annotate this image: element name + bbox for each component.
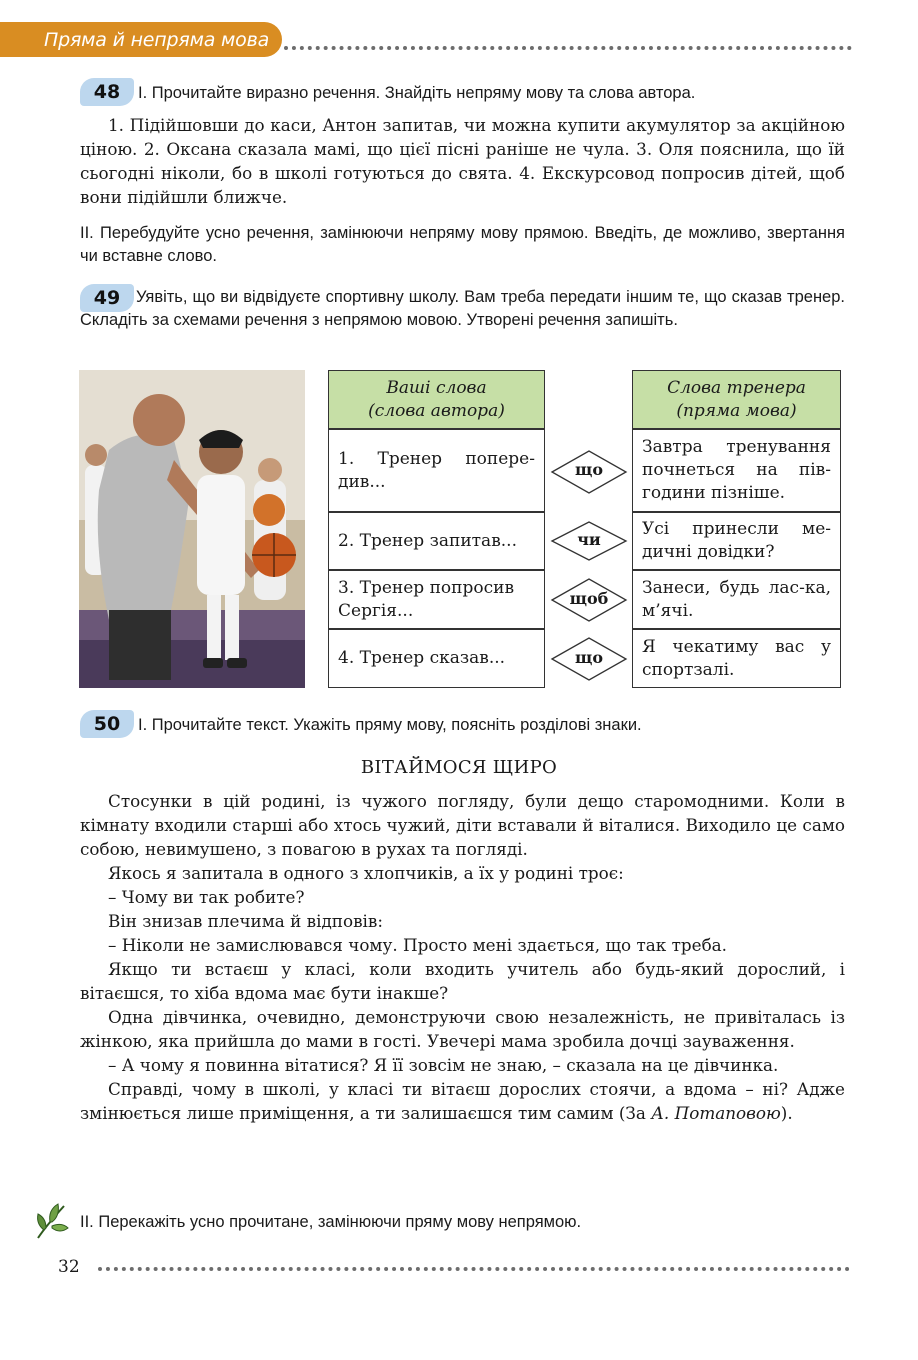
story-paragraph-text: Справді, чому в школі, у класі ти вітаєш дорослих стоячи, а вдома – ні? Адже змінюється лише приміщення, а ти залишаєшся тим самим (За — [80, 1079, 845, 1123]
leaf-icon — [34, 1200, 70, 1246]
story-text — [80, 789, 845, 1125]
story-paragraph: Одна дівчинка, очевидно, демонструючи свою незалежність, не привіталась із жінкою, яка прийшла до мами в гості. Увечері мама зробила дочці зауваження. — [80, 1007, 845, 1051]
direct-speech: Я чекатиму вас у спортзалі. — [642, 636, 831, 680]
direct-speech: Усі принесли ме-дичні довідки? — [642, 519, 831, 562]
exercise-48-task-2: II. Перебудуйте усно речення, замінюючи непряму мову прямою. Введіть, де можливо, звертання чи вставне слово. — [80, 224, 845, 265]
author-words: 2. Тренер запитав... — [338, 530, 517, 551]
table-row-speech-cell — [632, 629, 841, 688]
header-line: Слова тренера — [667, 377, 806, 398]
story-paragraph: – Чому ви так робите? — [108, 887, 305, 907]
story-paragraph: Якось я запитала в одного з хлопчиків, а їх у родині троє: — [108, 863, 624, 883]
photo-illustration — [79, 370, 305, 688]
table-row-author-cell — [328, 429, 545, 512]
exercise-50-task-2: II. Перекажіть усно прочитане, замінюючи пряму мову непрямою. — [80, 1213, 582, 1231]
chapter-title: Пряма й непряма мова — [44, 29, 270, 51]
table-row-speech-cell — [632, 429, 841, 512]
story-paragraph: Він знизав плечима й відповів: — [108, 911, 383, 931]
conjunction-label: що — [575, 460, 603, 479]
author-words: 4. Тренер сказав... — [338, 648, 506, 668]
exercise-50-task-1: I. Прочитайте текст. Укажіть пряму мову, поясніть розділові знаки. — [138, 716, 642, 734]
table-row-speech-cell — [632, 512, 841, 570]
conjunction-label: що — [575, 648, 603, 667]
exercise-number-badge: 48 — [80, 78, 134, 106]
exercise-48-sentences-text: 1. Підійшовши до каси, Антон запитав, чи можна купити акумулятор за акційною ціною. 2. Оксана сказала мамі, що цієї пісні раніше не чула. 3. Оля пояснила, що їй сьогодні ніколи, бо в школі готуються до свята. 4. Екскурсовод попросив дітей, щоб вони підійшли ближче. — [80, 115, 845, 207]
table-header-direct-speech — [632, 370, 841, 429]
page-number: 32 — [58, 1257, 80, 1277]
story-title: ВІТАЙМОСЯ ЩИРО — [360, 757, 558, 778]
table-row-author-cell — [328, 512, 545, 570]
story-paragraph: Стосунки в цій родині, із чужого погляду, були дещо старомодними. Коли в кімнату входили старші або хтось чужий, діти вставали й віталися. Виходило це само собою, невимушено, з повагою в рухах та погляді. — [80, 791, 845, 859]
table-header-author-words — [328, 370, 545, 429]
table-row-author-cell — [328, 629, 545, 688]
table-row-author-cell — [328, 570, 545, 629]
story-paragraph-final — [80, 1077, 845, 1125]
direct-speech: Завтра тренування почнеться на пів-години пізніше. — [642, 437, 831, 503]
story-paragraph: – Ніколи не замислювався чому. Просто мені здається, що так треба. — [108, 935, 728, 955]
header-line: (слова автора) — [368, 400, 505, 421]
story-author-tail: ). — [780, 1103, 793, 1123]
story-author: А. Потаповою — [651, 1103, 781, 1123]
footer-dotted-line — [98, 1267, 850, 1271]
story-paragraph: Якщо ти встаєш у класі, коли входить учитель або будь-який дорослий, і вітаєшся, то хіба вдома має бути інакше? — [80, 959, 845, 1003]
header-line: (пряма мова) — [676, 400, 797, 421]
author-words: 3. Тренер попросив Сергія... — [338, 577, 515, 621]
exercise-48-task-1: I. Прочитайте виразно речення. Знайдіть непряму мову та слова автора. — [138, 84, 696, 102]
direct-speech: Занеси, будь лас-ка, м’ячі. — [642, 577, 831, 621]
author-words: 1. Тренер попере-див... — [338, 448, 535, 492]
exercise-number-badge: 49 — [80, 284, 134, 312]
exercise-48-sentences — [80, 113, 845, 209]
leaf-icon-svg — [34, 1200, 70, 1242]
conjunction-label: чи — [577, 530, 601, 549]
header-dotted-line — [284, 46, 852, 50]
exercise-number-badge: 50 — [80, 710, 134, 738]
exercise-49-task: Уявіть, що ви відвідуєте спортивну школу. Вам треба передати іншим те, що сказав тренер. Складіть за схемами речення з непрямою мовою. Утворені речення запишіть. — [80, 288, 845, 329]
basketball-coach-photo — [79, 370, 305, 688]
conjunction-label: щоб — [569, 589, 609, 608]
table-row-speech-cell — [632, 570, 841, 629]
header-line: Ваші слова — [386, 377, 487, 398]
story-paragraph: – А чому я повинна вітатися? Я її зовсім не знаю, – сказала на це дівчинка. — [108, 1055, 779, 1075]
